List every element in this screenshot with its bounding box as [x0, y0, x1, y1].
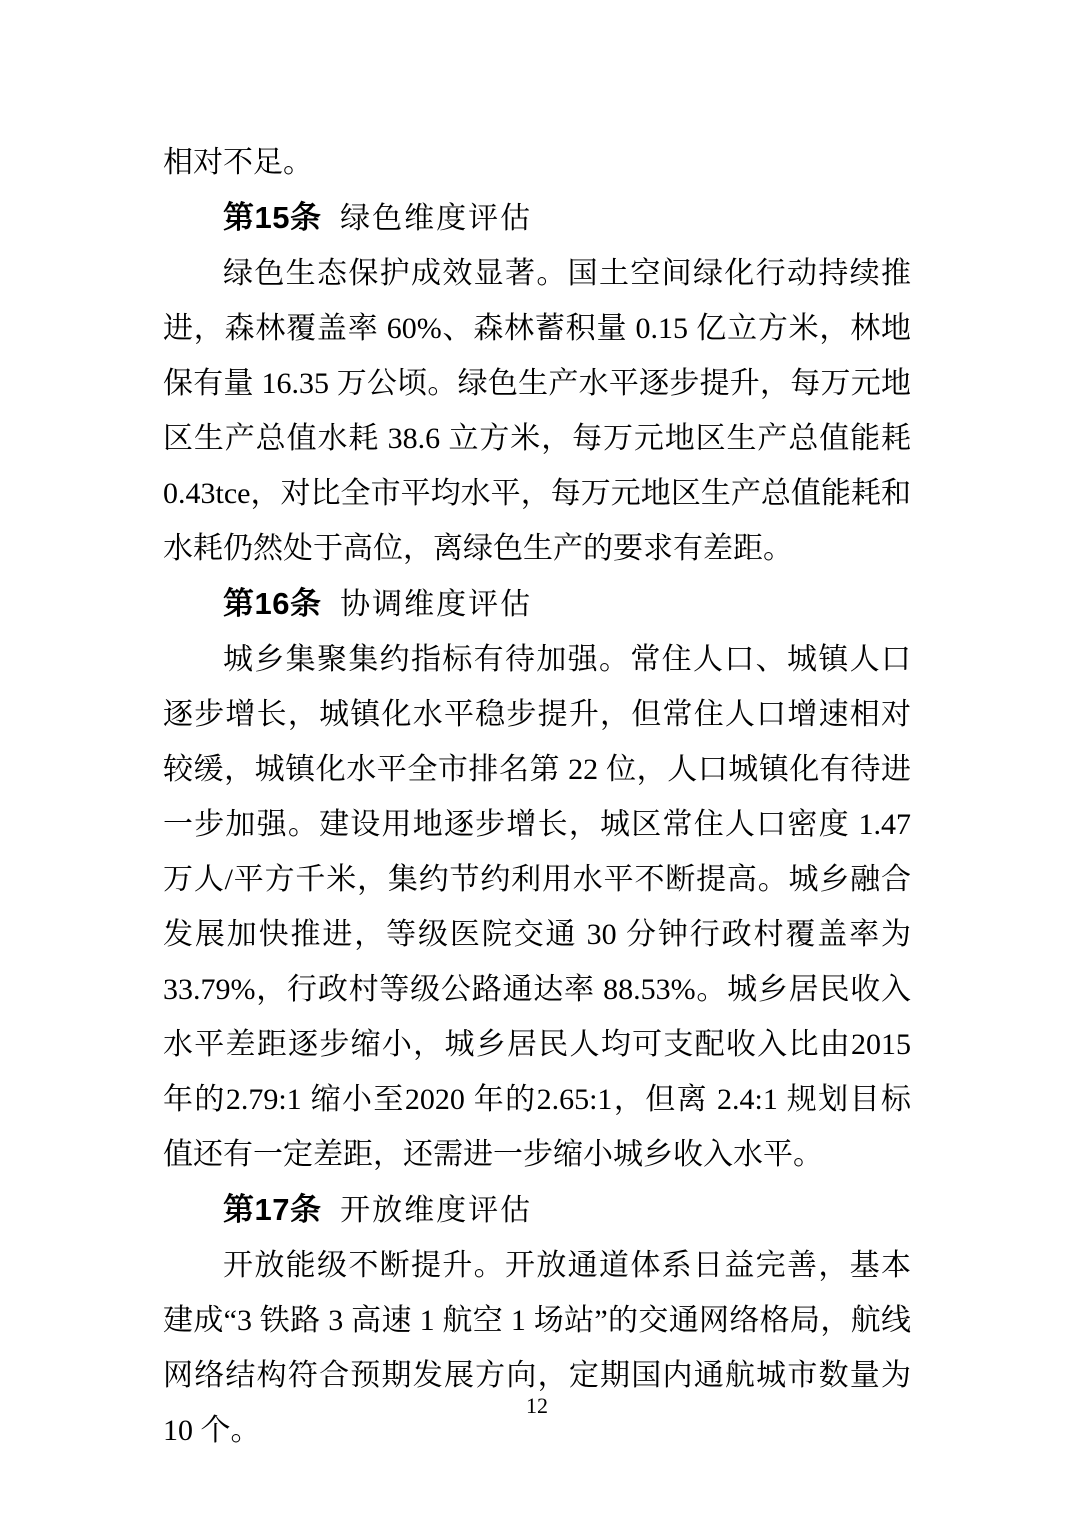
article-number: 第16条	[223, 586, 322, 621]
paragraph-continuation: 相对不足。	[163, 146, 313, 179]
section-article-16	[163, 576, 911, 1182]
section-heading	[163, 190, 911, 246]
section-heading	[163, 576, 911, 632]
article-title: 开放维度评估	[340, 1194, 533, 1227]
article-number: 第15条	[223, 200, 322, 235]
article-title: 协调维度评估	[340, 588, 533, 621]
paragraph: 绿色生态保护成效显著。国土空间绿化行动持续推进，森林覆盖率 60%、森林蓄积量 0.15 亿立方米，林地保有量 16.35 万公顷。绿色生产水平逐步提升，每万元地区生产总值水耗 38.6 立方米，每万元地区生产总值能耗0.43tce，对比全市平均水平，每万元地区生产总值能耗和水耗仍然处于高位，离绿色生产的要求有差距。	[163, 257, 911, 565]
article-title: 绿色维度评估	[340, 202, 533, 235]
page-number: 12	[526, 1393, 548, 1418]
section-article-15	[163, 190, 911, 576]
document-content	[163, 135, 911, 1458]
article-number: 第17条	[223, 1192, 322, 1227]
section-heading	[163, 1182, 911, 1238]
paragraph: 城乡集聚集约指标有待加强。常住人口、城镇人口逐步增长，城镇化水平稳步提升，但常住人口增速相对较缓，城镇化水平全市排名第 22 位，人口城镇化有待进一步加强。建设用地逐步增长，城区常住人口密度 1.47 万人/平方千米，集约节约利用水平不断提高。城乡融合发展加快推进，等级医院交通 30 分钟行政村覆盖率为 33.79%，行政村等级公路通达率 88.53%。城乡居民收入水平差距逐步缩小，城乡居民人均可支配收入比由2015 年的2.79:1 缩小至2020 年的2.65:1，但离 2.4:1 规划目标值还有一定差距，还需进一步缩小城乡收入水平。	[163, 643, 911, 1171]
paragraph: 开放能级不断提升。开放通道体系日益完善，基本建成“3 铁路 3 高速 1 航空 1 场站”的交通网络格局，航线网络结构符合预期发展方向，定期国内通航城市数量为 10 个。	[163, 1249, 911, 1447]
